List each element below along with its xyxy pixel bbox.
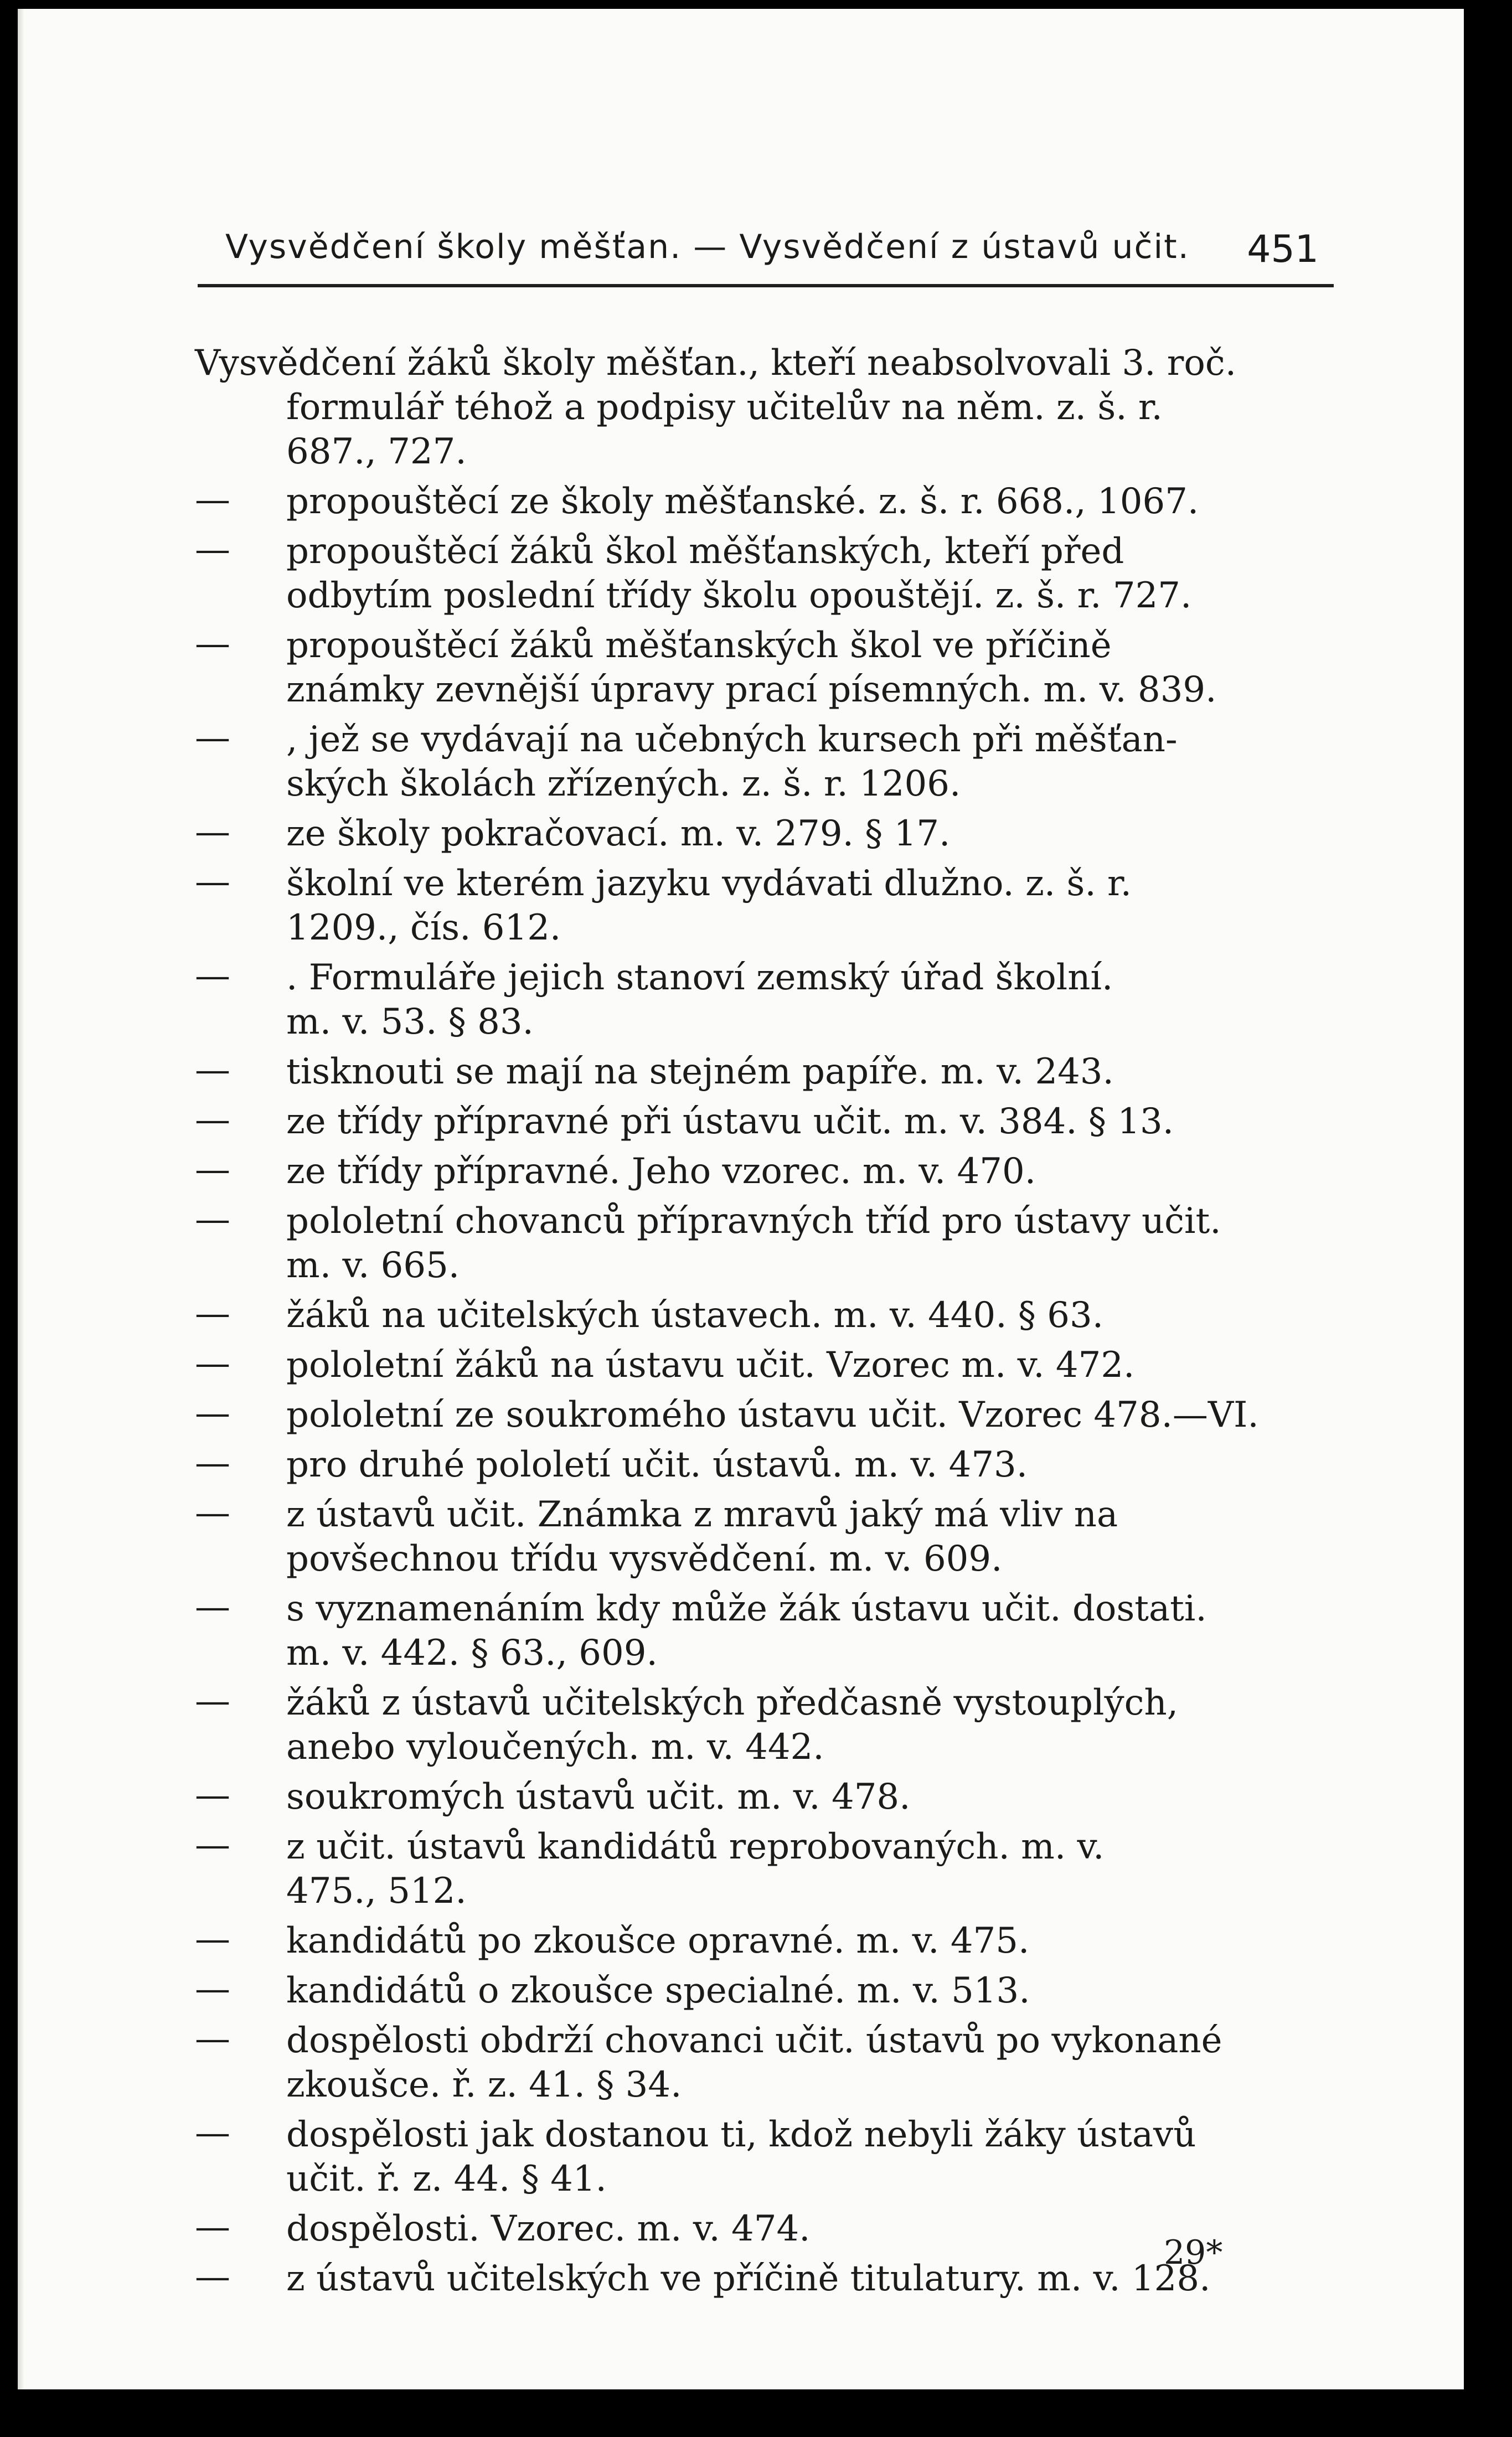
index-entry xyxy=(195,956,1346,1044)
entry-line: dospělosti. Vzorec. m. v. 474. xyxy=(286,2208,811,2249)
entry-line: formulář téhož a podpisy učitelův na něm. z. š. r. xyxy=(286,387,1163,428)
entry-dash: — xyxy=(195,1825,230,1866)
entry-dash: — xyxy=(195,1050,230,1091)
entry-line: 475., 512. xyxy=(286,1871,467,1912)
entry-dash: — xyxy=(195,717,230,758)
entry-dash: — xyxy=(195,956,230,997)
index-entry xyxy=(195,812,1346,856)
index-entry xyxy=(195,1493,1346,1581)
signature-mark: 29* xyxy=(1164,2233,1223,2272)
entry-line: soukromých ústavů učit. m. v. 478. xyxy=(286,1777,911,1818)
header-title: Vysvědčení školy měšťan. — Vysvědčení z ústavů učit. xyxy=(225,228,1190,266)
entry-dash: — xyxy=(195,2207,230,2248)
index-entry xyxy=(195,479,1346,524)
entry-dash: — xyxy=(195,1149,230,1190)
entry-dash: — xyxy=(195,1587,230,1628)
entry-dash: — xyxy=(195,1443,230,1484)
index-entry xyxy=(195,1681,1346,1769)
entry-line: propouštěcí žáků měšťanských škol ve příčině xyxy=(286,625,1112,666)
entry-line: ze třídy přípravné při ústavu učit. m. v. 384. § 13. xyxy=(286,1101,1174,1142)
entry-dash: — xyxy=(195,2113,230,2154)
entry-line: známky zevnější úpravy prací písemných. m. v. 839. xyxy=(286,669,1217,710)
entry-dash: — xyxy=(195,1681,230,1722)
entry-line: povšechnou třídu vysvědčení. m. v. 609. xyxy=(286,1538,1003,1579)
index-entry xyxy=(195,623,1346,712)
scan-edge xyxy=(18,9,24,2389)
entry-line: odbytím poslední třídy školu opouštějí. z. š. r. 727. xyxy=(286,575,1192,616)
index-entry xyxy=(195,1919,1346,1963)
entry-line: . Formuláře jejich stanoví zemský úřad školní. xyxy=(286,957,1113,998)
entry-line: , jež se vydávají na učebných kursech při měšťan- xyxy=(286,719,1178,760)
index-entry xyxy=(195,1050,1346,1094)
entry-dash: — xyxy=(195,529,230,570)
entry-dash: — xyxy=(195,1493,230,1534)
index-entry xyxy=(195,861,1346,950)
entry-line: propouštěcí ze školy měšťanské. z. š. r. 668., 1067. xyxy=(286,481,1199,522)
header-rule xyxy=(198,284,1334,287)
entry-dash: — xyxy=(195,1775,230,1816)
index-entries xyxy=(195,341,1346,2306)
index-entry xyxy=(195,1293,1346,1338)
entry-line: s vyznamenáním kdy může žák ústavu učit. dostati. xyxy=(286,1588,1207,1629)
index-entry xyxy=(195,2113,1346,2201)
entry-line: ze školy pokračovací. m. v. 279. § 17. xyxy=(286,813,951,854)
entry-line: zkoušce. ř. z. 41. § 34. xyxy=(286,2064,682,2105)
index-entry xyxy=(195,2018,1346,2107)
entry-dash: — xyxy=(195,861,230,902)
entry-line: žáků z ústavů učitelských předčasně vystouplých, xyxy=(286,1682,1179,1723)
entry-dash: — xyxy=(195,812,230,853)
entry-line: m. v. 665. xyxy=(286,1245,460,1286)
entry-dash: — xyxy=(195,1393,230,1434)
entry-dash: — xyxy=(195,1099,230,1140)
entry-line: ze třídy přípravné. Jeho vzorec. m. v. 470. xyxy=(286,1151,1036,1192)
entry-line: m. v. 442. § 63., 609. xyxy=(286,1633,658,1674)
entry-line: Vysvědčení žáků školy měšťan., kteří neabsolvovali 3. roč. xyxy=(195,343,1237,384)
running-header xyxy=(225,228,1319,283)
entry-line: pro druhé pololetí učit. ústavů. m. v. 473. xyxy=(286,1444,1028,1485)
index-entry xyxy=(195,1443,1346,1487)
entry-line: kandidátů o zkoušce specialné. m. v. 513. xyxy=(286,1970,1030,2011)
index-entry xyxy=(195,1199,1346,1288)
index-entry xyxy=(195,1393,1346,1437)
entry-dash: — xyxy=(195,1919,230,1960)
entry-line: 1209., čís. 612. xyxy=(286,907,561,948)
index-entry xyxy=(195,1343,1346,1387)
page-number: 451 xyxy=(1247,228,1319,271)
entry-line: tisknouti se mají na stejném papíře. m. v. 243. xyxy=(286,1051,1114,1092)
index-entry-heading xyxy=(195,341,1346,474)
entry-line: ských školách zřízených. z. š. r. 1206. xyxy=(286,763,961,804)
entry-line: anebo vyloučených. m. v. 442. xyxy=(286,1727,824,1768)
entry-line: z učit. ústavů kandidátů reprobovaných. m. v. xyxy=(286,1826,1105,1867)
index-entry xyxy=(195,1969,1346,2013)
index-entry xyxy=(195,1149,1346,1194)
entry-dash: — xyxy=(195,1199,230,1240)
entry-line: dospělosti obdrží chovanci učit. ústavů po vykonané xyxy=(286,2020,1222,2061)
entry-line: pololetní ze soukromého ústavu učit. Vzorec 478.—VI. xyxy=(286,1395,1259,1436)
entry-line: učit. ř. z. 44. § 41. xyxy=(286,2159,607,2200)
entry-line: z ústavů učitelských ve příčině titulatury. m. v. 128. xyxy=(286,2258,1211,2299)
entry-line: 687., 727. xyxy=(286,431,467,472)
entry-dash: — xyxy=(195,479,230,520)
index-entry xyxy=(195,529,1346,618)
entry-line: pololetní chovanců přípravných tříd pro ústavy učit. xyxy=(286,1201,1221,1242)
entry-dash: — xyxy=(195,2257,230,2297)
index-entry xyxy=(195,1099,1346,1144)
entry-dash: — xyxy=(195,2018,230,2059)
entry-line: propouštěcí žáků škol měšťanských, kteří před xyxy=(286,531,1124,572)
index-entry xyxy=(195,1775,1346,1819)
index-entry xyxy=(195,1587,1346,1675)
entry-line: dospělosti jak dostanou ti, kdož nebyli žáky ústavů xyxy=(286,2114,1196,2155)
entry-dash: — xyxy=(195,1969,230,2010)
entry-dash: — xyxy=(195,1293,230,1334)
entry-line: m. v. 53. § 83. xyxy=(286,1001,534,1042)
entry-dash: — xyxy=(195,1343,230,1384)
entry-line: školní ve kterém jazyku vydávati dlužno. z. š. r. xyxy=(286,863,1132,904)
entry-line: z ústavů učit. Známka z mravů jaký má vliv na xyxy=(286,1494,1118,1535)
entry-dash: — xyxy=(195,623,230,664)
entry-line: žáků na učitelských ústavech. m. v. 440. § 63. xyxy=(286,1295,1104,1336)
book-page xyxy=(18,9,1464,2389)
index-entry xyxy=(195,717,1346,806)
index-entry xyxy=(195,1825,1346,1913)
entry-line: pololetní žáků na ústavu učit. Vzorec m. v. 472. xyxy=(286,1345,1135,1386)
entry-line: kandidátů po zkoušce opravné. m. v. 475. xyxy=(286,1920,1030,1961)
